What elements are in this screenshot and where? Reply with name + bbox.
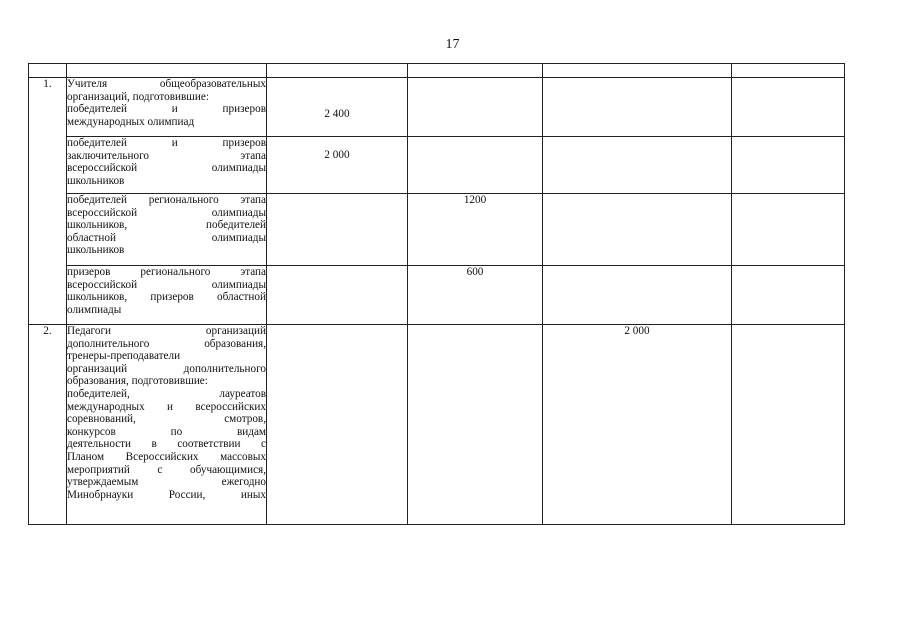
value-text: 2 400 [324,108,350,120]
row-description [67,78,267,137]
header-cell-6 [732,64,845,78]
value-cell-col6 [732,266,845,325]
description-line: организаций дополнительного [67,362,266,375]
value-cell-col6 [732,78,845,137]
description-line: победителей и призеров [67,137,266,149]
description-line: школьников, победителей [67,219,266,232]
value-cell-col3 [267,266,408,325]
description-line: конкурсов по видам [67,425,266,438]
table-row [29,325,845,525]
header-cell-4 [408,64,543,78]
description-line: олимпиады [67,303,122,316]
table-header-row [29,64,845,78]
description-line: международных и всероссийских [67,400,266,413]
description-line: призеров регионального этапа [67,266,266,278]
table-row [29,194,845,266]
description-line: заключительного этапа [67,149,266,162]
header-cell-2 [67,64,267,78]
description-line: Минобрнауки России, иных [67,488,266,501]
header-cell-1 [29,64,67,78]
description-line: дополнительного образования, [67,337,266,350]
value-cell-col5 [543,194,732,266]
value-cell-col6 [732,137,845,194]
description-line: деятельности в соответствии с [67,438,266,451]
description-line: международных олимпиад [67,115,195,128]
value-cell-col3 [267,137,408,194]
description-line: победителей и призеров [67,103,266,116]
value-cell-col5: 2 000 [543,325,732,525]
description-line: Планом Всероссийских массовых [67,450,266,463]
table-row [29,78,845,137]
row-description [67,194,267,266]
row-description [67,137,267,194]
description-line: тренеры-преподаватели [67,350,181,363]
value-cell-col3 [267,78,408,137]
description-line: утверждаемым ежегодно [67,476,266,489]
value-cell-col4: 600 [408,266,543,325]
description-line: школьников [67,174,125,187]
row-description [67,266,267,325]
value-cell-col4 [408,137,543,194]
description-line: победителей регионального этапа [67,194,266,206]
value-cell-col6 [732,194,845,266]
table-row [29,137,845,194]
value-cell-col3 [267,194,408,266]
value-text: 2 000 [324,149,350,161]
description-line: школьников [67,244,125,257]
value-cell-col4 [408,325,543,525]
description-line: соревнований, смотров, [67,413,266,426]
header-cell-5 [543,64,732,78]
value-cell-col5 [543,78,732,137]
description-line: Педагоги организаций [67,325,266,337]
description-line: школьников, призеров областной [67,291,266,304]
description-line: всероссийской олимпиады [67,162,266,175]
description-line: областной олимпиады [67,231,266,244]
row-description [67,325,267,525]
row-number: 1. [29,78,67,325]
value-cell-col6 [732,325,845,525]
value-cell-col4: 1200 [408,194,543,266]
value-cell-col3 [267,325,408,525]
page-number: 17 [445,37,460,52]
description-line: организаций, подготовившие: [67,90,209,103]
description-line: Учителя общеобразовательных [67,78,266,90]
value-cell-col5 [543,137,732,194]
header-cell-3 [267,64,408,78]
value-cell-col5 [543,266,732,325]
description-line: мероприятий с обучающимися, [67,463,266,476]
description-line: образования, подготовившие: [67,375,208,388]
document-table [28,63,845,525]
table-row [29,266,845,325]
description-line: всероссийской олимпиады [67,278,266,291]
value-cell-col4 [408,78,543,137]
row-number: 2. [29,325,67,525]
description-line: победителей, лауреатов [67,387,266,400]
description-line: всероссийской олимпиады [67,206,266,219]
